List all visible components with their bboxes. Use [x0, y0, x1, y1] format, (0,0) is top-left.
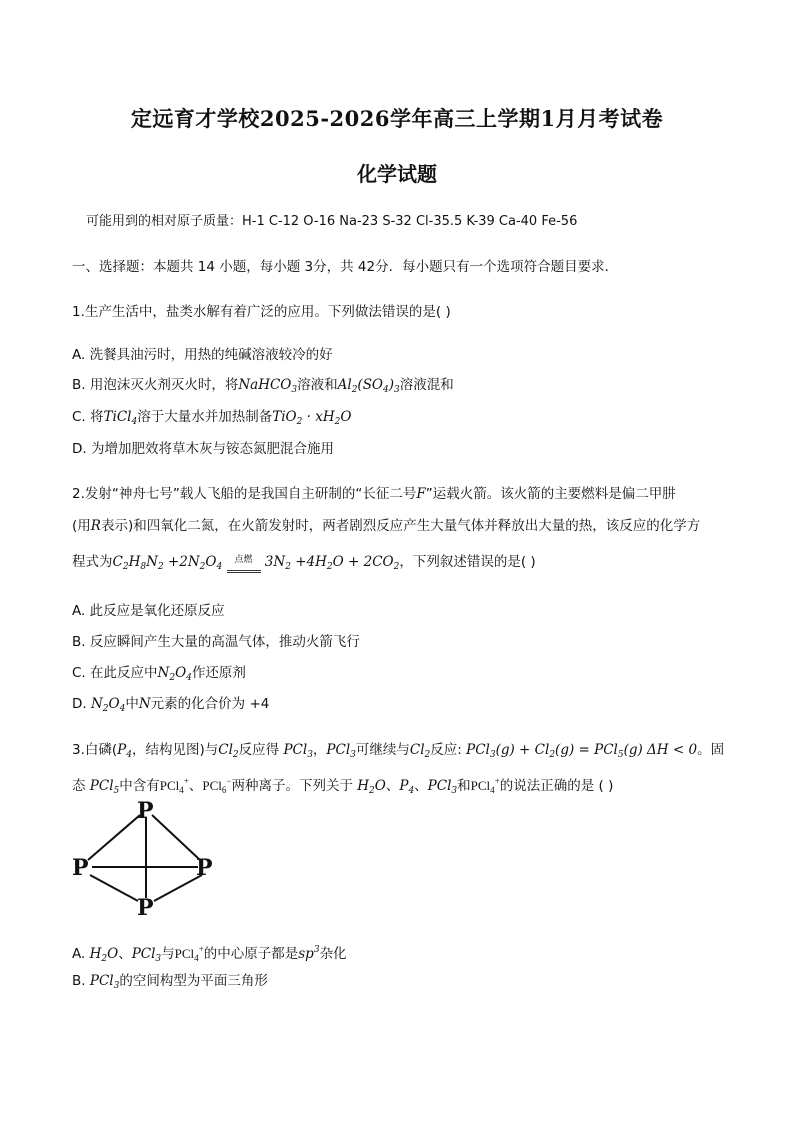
q1-option-c: C. 将TiCl$_4$溶于大量水并加热制备$TiO_2 \cdot xH_2O$ [72, 409, 352, 427]
q2-stem-line2: (用R表示)和四氧化二氮，在火箭发射时，两者剧烈反应产生大量气体并释放出大量的热，该反应的化学方 [72, 518, 701, 534]
q1-option-b: B. 用泡沫灭火剂灭火时，将NaHCO$_3$溶液和$Al_2(SO_4)_3$溶液混和 [72, 377, 454, 395]
q3-stem-line2: 态 PCl$_5$中含有PCl$_4$+、PCl$_6$−两种离子。下列关于 $H_2O$、$P_4$、PCl$_3$和PCl$_4$+的说法正确的是 ( ) [72, 776, 614, 796]
q2-option-a: A. 此反应是氧化还原反应 [72, 603, 225, 619]
p-atom-left: P [72, 855, 89, 881]
q1-option-d: D. 为增加肥效将草木灰与铵态氮肥混合施用 [72, 441, 334, 457]
q3-stem-line1: 3.白磷($P_4$，结构见图)与$Cl_2$反应得 PCl$_3$，PCl$_3$可继续与$Cl_2$反应: $PCl_3(g) + Cl_2(g) = PCl_5(g) \Delta H < 0$。固 [72, 742, 725, 760]
q2-option-c: C. 在此反应中$N_2O_4$作还原剂 [72, 665, 246, 683]
q2-equation: $C_2H_8N_2 +2N_2O_4$ 点燃 $3N_2 +4H_2O + 2CO_2$ [113, 554, 400, 570]
q1-stem: 1.生产生活中，盐类水解有着广泛的应用。下列做法错误的是( ) [72, 304, 451, 320]
q1-option-a: A. 洗餐具油污时，用热的纯碱溶液较冷的好 [72, 347, 333, 363]
reaction-condition-arrow: 点燃 [227, 551, 261, 569]
q3-option-b: B. PCl$_3$的空间构型为平面三角形 [72, 973, 268, 991]
q2-stem-line1: 2.发射“神舟七号”载人飞船的是我国自主研制的“长征二号F”运载火箭。该火箭的主要燃料是偏二甲肼 [72, 486, 676, 502]
section-heading: 一、选择题：本题共 14 小题，每小题 3分，共 42分．每小题只有一个选项符合题目要求． [72, 259, 619, 275]
p4-structure-diagram [70, 795, 220, 920]
q2-option-b: B. 反应瞬间产生大量的高温气体，推动火箭飞行 [72, 634, 360, 650]
p-atom-right: P [196, 855, 213, 881]
atomic-masses: 可能用到的相对原子质量：H-1 C-12 O-16 Na-23 S-32 Cl-35.5 K-39 Ca-40 Fe-56 [86, 214, 578, 229]
p-atom-top: P [137, 798, 154, 824]
exam-title: 定远育才学校2025-2026学年高三上学期1月月考试卷 [130, 106, 664, 131]
q3-option-a: A. $H_2O$、PCl$_3$与PCl$_4$+的中心原子都是$sp^3$杂化 [72, 944, 347, 964]
p-atom-bottom: P [137, 895, 154, 920]
exam-subtitle: 化学试题 [357, 162, 437, 186]
q2-option-d: D. $N_2O_4$中N元素的化合价为 +4 [72, 696, 270, 714]
q2-stem-line3: 程式为$C_2H_8N_2 +2N_2O_4$ 点燃 $3N_2 +4H_2O + 2CO_2$，下列叙述错误的是( ) [72, 551, 536, 576]
